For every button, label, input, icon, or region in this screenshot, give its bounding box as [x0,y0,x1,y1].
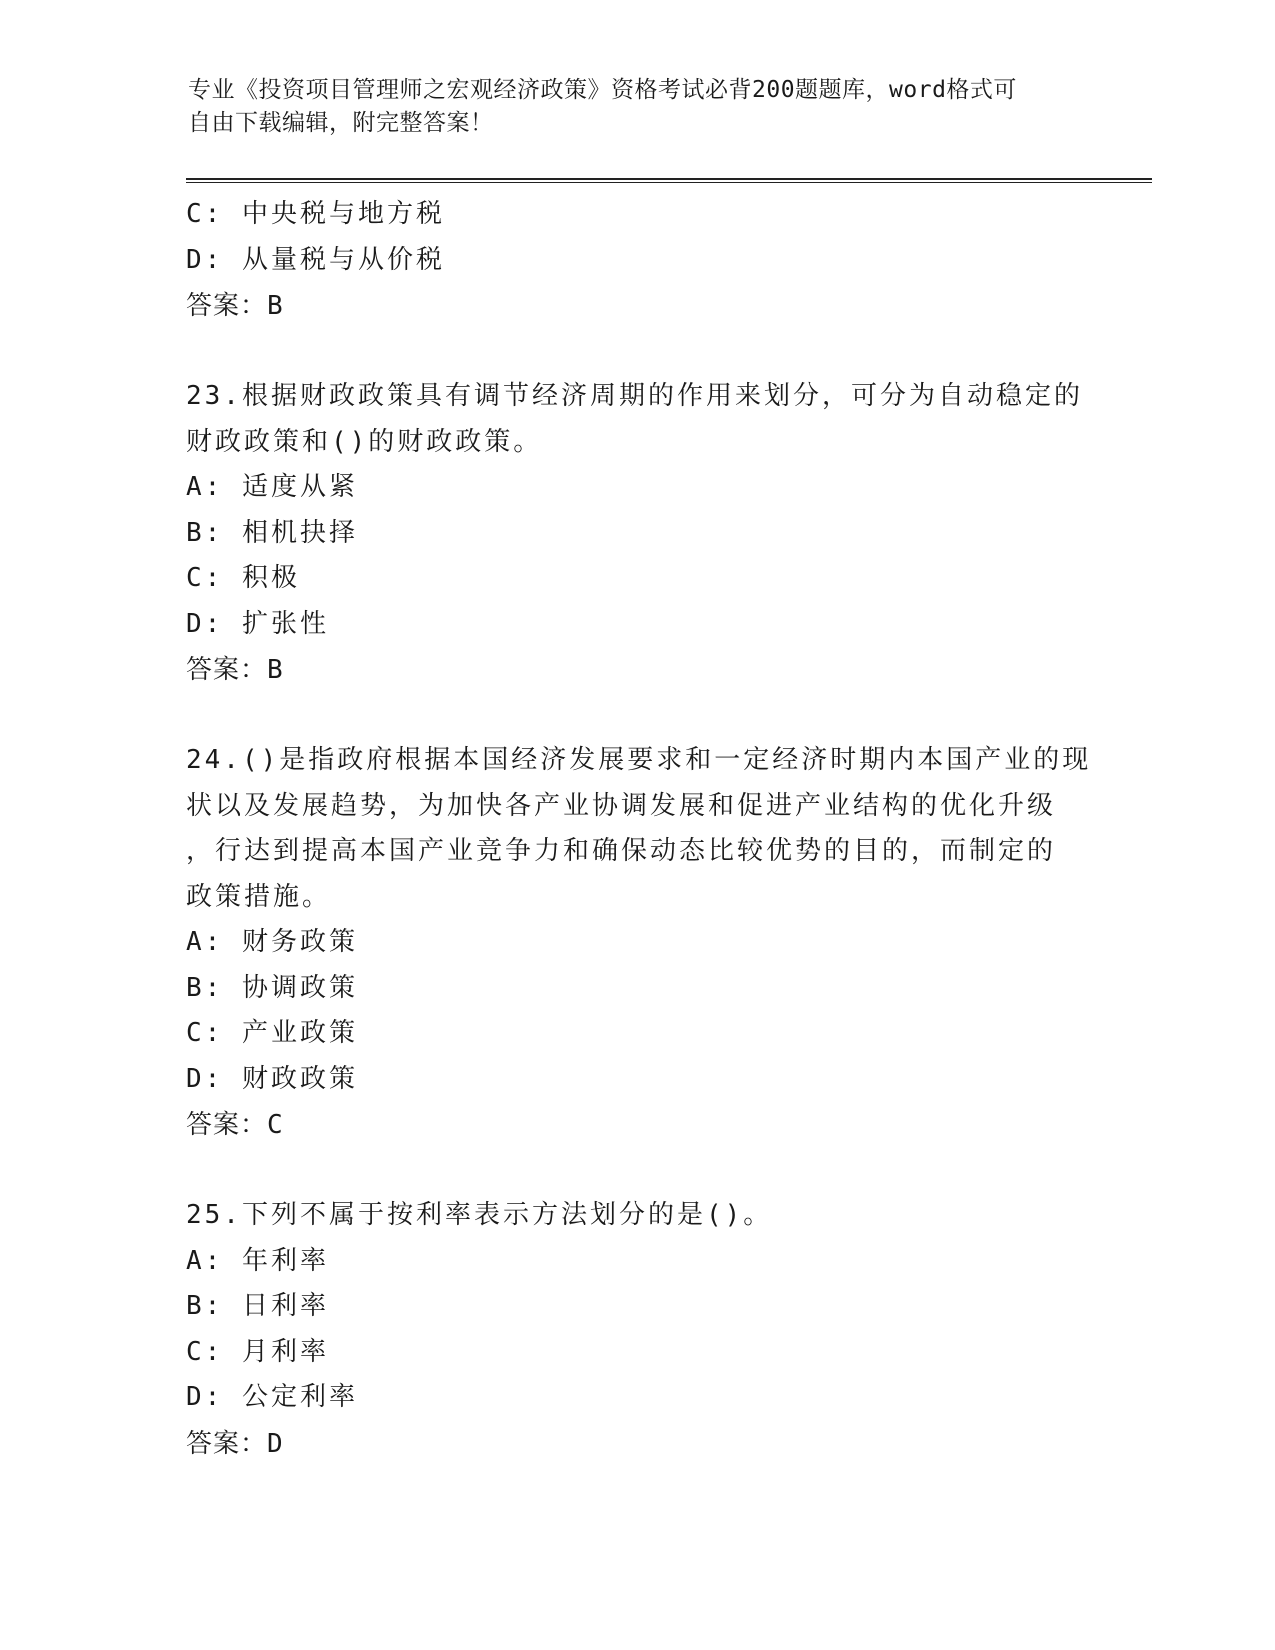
answer-value: B [267,655,284,685]
spacer [186,693,1086,738]
answer-value: B [267,291,284,321]
document-body [186,192,1092,1467]
answer [186,647,1086,693]
answer [186,1102,1086,1148]
spacer [186,329,1086,374]
option-c: C: 中央税与地方税 [186,199,445,229]
answer [186,283,1086,329]
option-d: D: 公定利率 [186,1382,358,1412]
answer-label: 答案： [186,1428,268,1459]
header-line-1: 专业《投资项目管理师之宏观经济政策》资格考试必背200题题库，word格式可 [188,77,1017,103]
question-stem-line: 状以及发展趋势，为加快各产业协调发展和促进产业结构的优化升级 [186,790,1057,821]
option-b: B: 日利率 [186,1291,329,1321]
continued-question [186,192,1086,329]
question-stem-line: 25.下列不属于按利率表示方法划分的是()。 [186,1200,773,1230]
option-b: B: 协调政策 [186,972,358,1003]
option-c: C: 产业政策 [186,1018,358,1048]
option-a: A: 财务政策 [186,927,358,957]
header-line-2: 自由下载编辑，附完整答案！ [188,110,494,136]
question-23 [186,374,1086,693]
option-c: C: 月利率 [186,1336,329,1367]
question-stem-line: ，行达到提高本国产业竞争力和确保动态比较优势的目的，而制定的 [186,836,1057,866]
header-divider [186,178,1152,183]
option-d: D: 财政政策 [186,1063,358,1094]
answer-value: D [267,1428,284,1459]
answer-label: 答案： [186,291,268,321]
answer-label: 答案： [186,655,268,685]
question-24 [186,738,1092,1148]
option-d: D: 从量税与从价税 [186,244,445,275]
answer [186,1421,1086,1467]
question-stem-line: 24.()是指政府根据本国经济发展要求和一定经济时期内本国产业的现 [186,745,1092,775]
spacer [186,1148,1086,1193]
option-a: A: 适度从紧 [186,472,358,502]
question-stem-line: 23.根据财政政策具有调节经济周期的作用来划分，可分为自动稳定的 [186,381,1083,411]
answer-value: C [267,1110,284,1140]
answer-label: 答案： [186,1110,268,1140]
question-25 [186,1193,1086,1467]
question-stem-line: 财政政策和()的财政政策。 [186,426,543,457]
option-c: C: 积极 [186,563,300,593]
question-stem-line: 政策措施。 [186,881,332,912]
page-header [188,74,1068,140]
option-a: A: 年利率 [186,1245,329,1276]
option-b: B: 相机抉择 [186,517,358,548]
option-d: D: 扩张性 [186,608,329,639]
